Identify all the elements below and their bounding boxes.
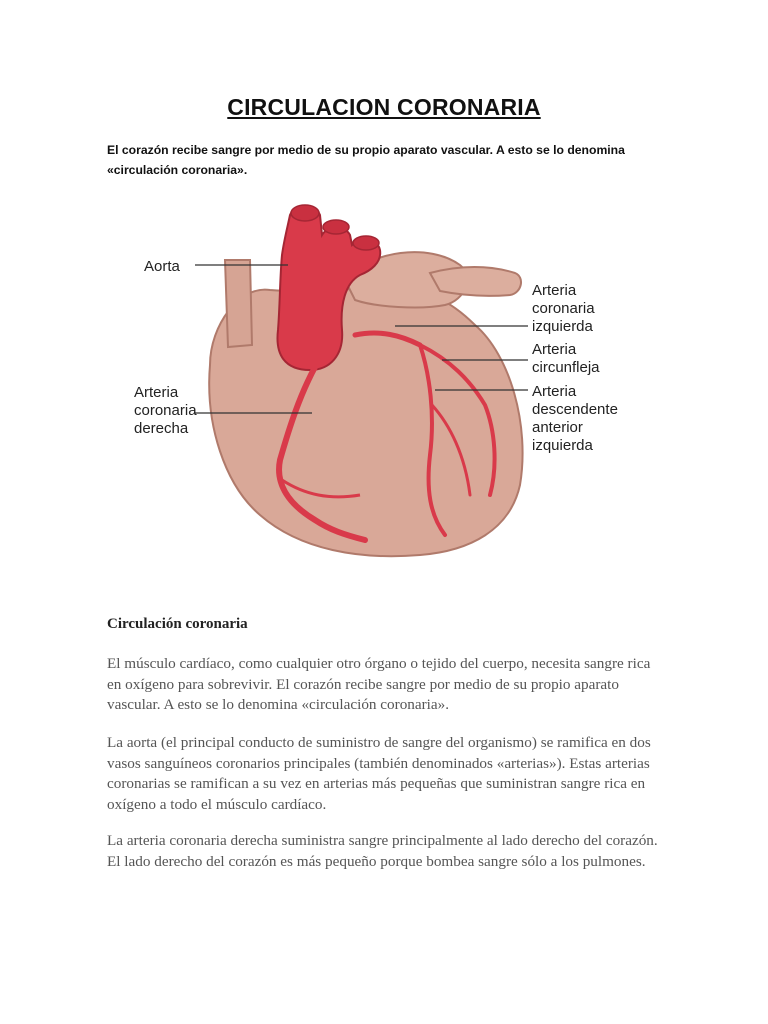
heart-diagram — [130, 195, 650, 595]
paragraph: La arteria coronaria derecha suministra sangre principalmente al lado derecho del corazón. El lado derecho del corazón es más pequeño porque bombea sangre sólo a los pulmones. — [107, 832, 658, 870]
label-left-coronary-1: Arteria — [532, 282, 577, 299]
label-circumflex-1: Arteria — [532, 341, 577, 358]
paragraph: La aorta (el principal conducto de suministro de sangre del organismo) se ramifica en dos vasos sanguíneos coronarios principales (también denominados «arterias»). Estas arterias coronarias se ramifican a su vez en arterias más pequeñas que suministran sangre rica en oxígeno a todo el músculo cardíaco. — [107, 734, 651, 813]
heart-muscle — [209, 287, 522, 556]
label-lad-3: anterior — [532, 419, 583, 436]
aorta-branch-1 — [291, 205, 319, 221]
label-aorta: Aorta — [144, 258, 180, 275]
pulmonary-branch — [430, 267, 521, 296]
label-right-coronary-2: coronaria — [134, 402, 197, 419]
heart-illustration — [130, 195, 650, 595]
aorta-branch-3 — [353, 236, 379, 250]
label-left-coronary-2: coronaria — [532, 300, 595, 317]
section-heading: Circulación coronaria — [107, 616, 248, 632]
intro-text: El corazón recibe sangre por medio de su propio aparato vascular. A esto se lo denomina «circulación coronaria». — [107, 143, 625, 177]
label-lad-1: Arteria — [532, 383, 577, 400]
label-right-coronary-3: derecha — [134, 420, 189, 437]
aorta-branch-2 — [323, 220, 349, 234]
label-lad-4: izquierda — [532, 437, 593, 454]
label-lad-2: descendente — [532, 401, 618, 418]
vena-cava — [225, 260, 252, 347]
label-left-coronary-3: izquierda — [532, 318, 593, 335]
label-right-coronary-1: Arteria — [134, 384, 179, 401]
page-title: CIRCULACION CORONARIA — [227, 94, 541, 120]
label-circumflex-2: circunfleja — [532, 359, 600, 376]
paragraph: El músculo cardíaco, como cualquier otro órgano o tejido del cuerpo, necesita sangre rica en oxígeno para sobrevivir. El corazón recibe sangre por medio de su propio aparato vascular. A esto se lo denomina «circulación coronaria». — [107, 655, 651, 713]
